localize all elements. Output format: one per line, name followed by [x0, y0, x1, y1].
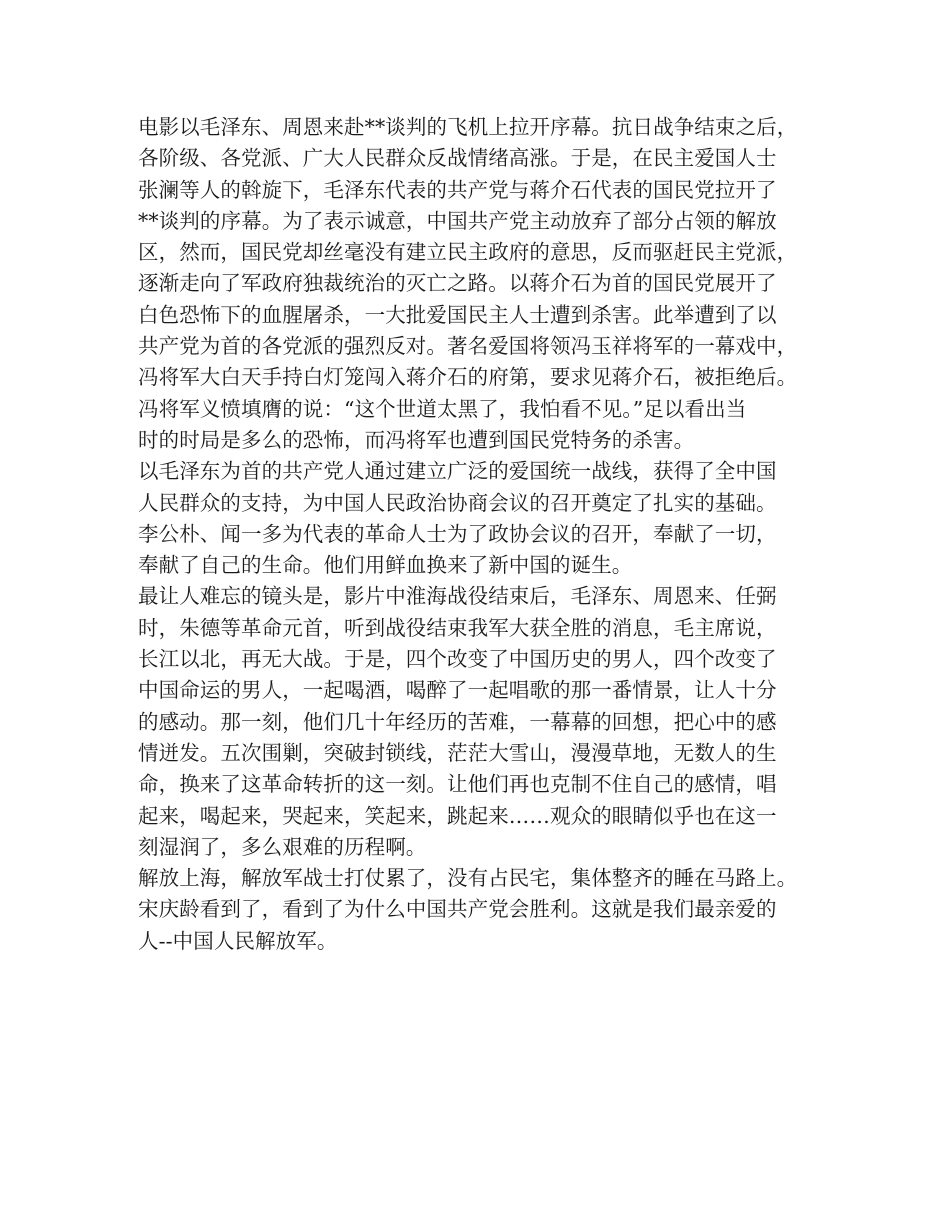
text-line: 各阶级、各党派、广大人民群众反战情绪高涨。于是，在民主爱国人士 — [138, 146, 777, 171]
text-line: 奉献了自己的生命。他们用鲜血换来了新中国的诞生。 — [138, 553, 633, 578]
text-line: 长江以北，再无大战。于是，四个改变了中国历史的男人，四个改变了 — [138, 647, 777, 672]
text-line: 命，换来了这革命转折的这一刻。让他们再也克制不住自己的感情，唱 — [138, 772, 777, 797]
text-line: 时，朱德等革命元首，听到战役结束我军大获全胜的消息，毛主席说， — [138, 615, 777, 640]
text-line: 宋庆龄看到了，看到了为什么中国共产党会胜利。这就是我们最亲爱的 — [138, 897, 777, 922]
text-line: 逐渐走向了军政府独裁统治的灭亡之路。以蒋介石为首的国民党展开了 — [138, 271, 777, 296]
text-line: 李公朴、闻一多为代表的革命人士为了政协会议的召开，奉献了一切， — [138, 521, 777, 546]
text-line: 最让人难忘的镜头是，影片中淮海战役结束后，毛泽东、周恩来、任弼 — [138, 584, 777, 609]
text-line: 冯将军义愤填膺的说：“这个世道太黑了，我怕看不见。”足以看出当 — [138, 396, 747, 421]
text-line: 电影以毛泽东、周恩来赴**谈判的飞机上拉开序幕。抗日战争结束之后， — [138, 115, 798, 139]
text-line: **谈判的序幕。为了表示诚意，中国共产党主动放弃了部分占领的解放 — [138, 208, 777, 233]
text-line: 张澜等人的斡旋下，毛泽东代表的共产党与蒋介石代表的国民党拉开了 — [138, 177, 777, 202]
text-line: 刻湿润了，多么艰难的历程啊。 — [138, 834, 427, 859]
text-line: 情迸发。五次围剿，突破封锁线，茫茫大雪山，漫漫草地，无数人的生 — [138, 740, 777, 765]
document-body — [138, 112, 828, 957]
text-line: 区，然而，国民党却丝毫没有建立民主政府的意思，反而驱赶民主党派， — [138, 240, 798, 265]
text-line: 人--中国人民解放军。 — [138, 928, 338, 953]
text-line: 的感动。那一刻，他们几十年经历的苦难，一幕幕的回想，把心中的感 — [138, 709, 777, 734]
text-line: 冯将军大白天手持白灯笼闯入蒋介石的府第，要求见蒋介石，被拒绝后。 — [138, 365, 798, 390]
text-line: 共产党为首的各党派的强烈反对。著名爱国将领冯玉祥将军的一幕戏中， — [138, 334, 798, 359]
text-line: 人民群众的支持，为中国人民政治协商会议的召开奠定了扎实的基础。 — [138, 490, 777, 515]
text-line: 时的时局是多么的恐怖，而冯将军也遭到国民党特务的杀害。 — [138, 427, 695, 452]
text-line: 解放上海，解放军战士打仗累了，没有占民宅，集体整齐的睡在马路上。 — [138, 866, 798, 891]
text-line: 以毛泽东为首的共产党人通过建立广泛的爱国统一战线，获得了全中国 — [138, 459, 777, 484]
text-line: 中国命运的男人，一起喝酒，喝醉了一起唱歌的那一番情景，让人十分 — [138, 678, 777, 703]
text-line: 白色恐怖下的血腥屠杀，一大批爱国民主人士遭到杀害。此举遭到了以 — [138, 302, 777, 327]
text-line: 起来，喝起来，哭起来，笑起来，跳起来……观众的眼睛似乎也在这一 — [138, 803, 777, 828]
